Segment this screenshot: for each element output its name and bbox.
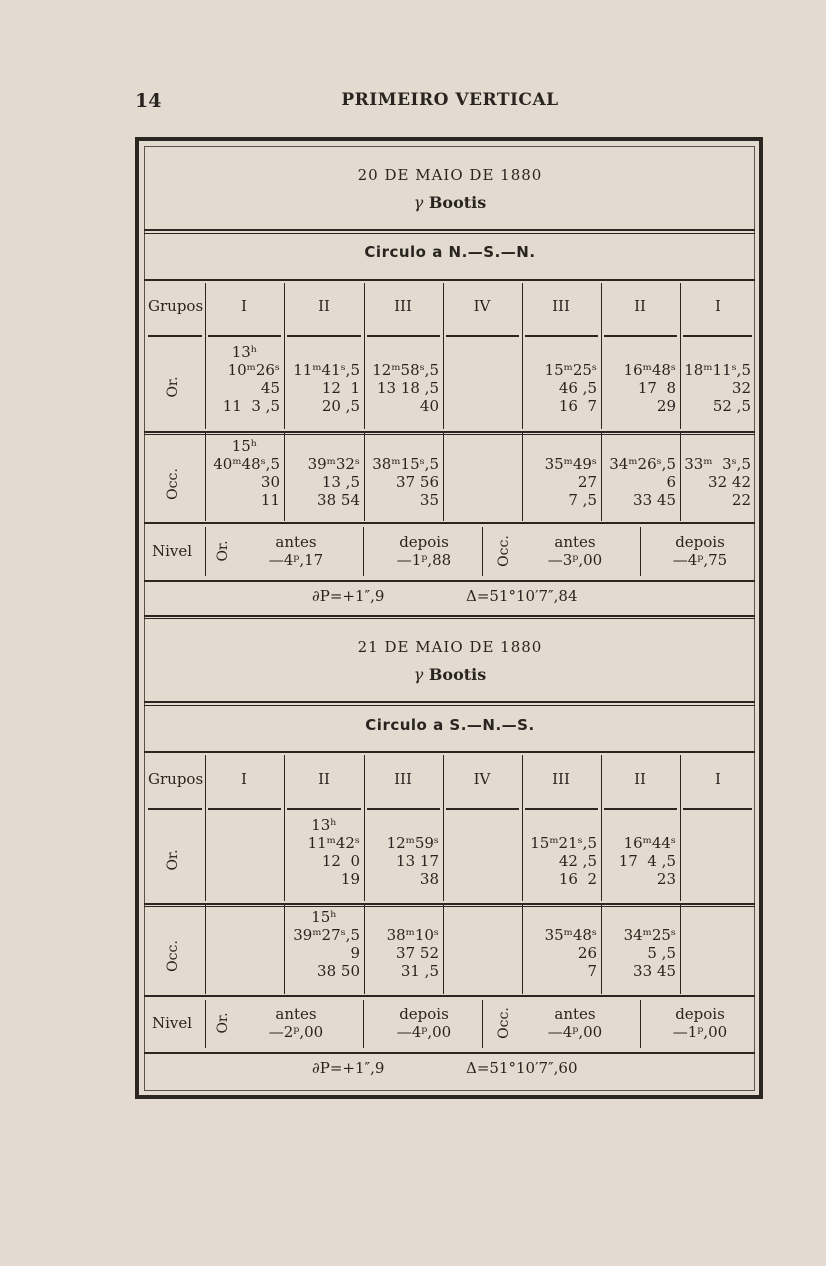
nivel-heading: depois <box>675 1005 725 1023</box>
page-number: 14 <box>135 90 162 112</box>
cell-line: 46 ,5 <box>558 379 597 397</box>
cell-line: 37 52 <box>396 944 439 962</box>
cell-line: 30 <box>260 473 280 491</box>
circle-orientation: Circulo a S.—N.—S. <box>365 716 535 734</box>
cell-line: 38 50 <box>317 962 360 980</box>
star-name <box>330 193 570 212</box>
cell-line: 16 2 <box>558 870 597 888</box>
cell-line: 23 <box>656 870 676 888</box>
cell-line: 38ᵐ10ˢ <box>386 926 439 944</box>
cell-line <box>526 437 597 455</box>
cell-line: 5 ,5 <box>647 944 676 962</box>
cell-line: 31 ,5 <box>400 962 439 980</box>
column-divider <box>443 904 444 994</box>
cell-line: 38 <box>419 870 439 888</box>
cell-line: 12 1 <box>321 379 360 397</box>
column-divider <box>443 433 444 521</box>
cell-line: 15ᵐ25ˢ <box>544 361 597 379</box>
column-divider <box>601 904 602 994</box>
column-header: I <box>715 770 721 788</box>
header-underline <box>287 335 361 337</box>
cell-line: 15ʰ <box>311 908 337 926</box>
section-rule <box>144 229 755 231</box>
star-name <box>330 665 570 684</box>
nivel-heading: antes <box>554 1005 596 1023</box>
cell-line <box>288 343 360 361</box>
cell-line: 16 7 <box>558 397 597 415</box>
column-divider <box>522 755 523 901</box>
data-cell <box>605 343 676 415</box>
star-label: Bootis <box>428 193 487 212</box>
cell-line: 40 <box>419 397 439 415</box>
cell-line: 11ᵐ42ˢ <box>307 834 360 852</box>
cell-line <box>526 343 597 361</box>
cell-line: 26 <box>577 944 597 962</box>
header-underline <box>683 335 752 337</box>
cell-line: 18ᵐ11ˢ,5 <box>684 361 751 379</box>
section-rule <box>144 279 755 281</box>
star-greek-letter: γ <box>413 193 424 212</box>
cell-line: 15ᵐ21ˢ,5 <box>530 834 597 852</box>
cell-line: 35ᵐ48ˢ <box>544 926 597 944</box>
cell-line: 16ᵐ48ˢ <box>623 361 676 379</box>
column-divider <box>522 283 523 429</box>
cell-line: 33 45 <box>633 491 676 509</box>
column-divider <box>443 283 444 429</box>
data-cell <box>368 437 439 509</box>
header-underline <box>446 335 519 337</box>
header-underline <box>367 335 440 337</box>
nivel-occ-label: Occ. <box>496 534 512 567</box>
cell-line: 33 45 <box>633 962 676 980</box>
row-separator <box>144 903 755 905</box>
nivel-value: —4ᵖ,75 <box>672 550 728 569</box>
cell-line: 35 <box>419 491 439 509</box>
column-divider <box>205 433 206 521</box>
cell-line <box>368 437 439 455</box>
nivel-divider <box>482 1000 483 1048</box>
nivel-value: —4ᵖ,00 <box>396 1023 452 1041</box>
column-header: II <box>634 297 646 315</box>
header-underline <box>208 335 281 337</box>
nivel-heading: depois <box>675 532 725 551</box>
column-divider <box>364 433 365 521</box>
cell-line: 10ᵐ26ˢ <box>227 361 280 379</box>
cell-line: 29 <box>656 397 676 415</box>
section-rule <box>144 751 755 753</box>
nivel-divider <box>482 527 483 576</box>
data-cell <box>288 908 360 980</box>
nivel-occ-label: Occ. <box>496 1007 512 1039</box>
cell-line <box>605 816 676 834</box>
column-header: III <box>552 770 570 788</box>
cell-line: 35ᵐ49ˢ <box>544 455 597 473</box>
cell-line: 11 3 ,5 <box>222 397 280 415</box>
data-cell <box>526 343 597 415</box>
nivel-value: —4ᵖ,17 <box>268 550 324 569</box>
cell-line: 13 ,5 <box>321 473 360 491</box>
cell-line: 19 <box>340 870 360 888</box>
cell-line: 34ᵐ25ˢ <box>623 926 676 944</box>
cell-line: 20 ,5 <box>321 397 360 415</box>
block-separator-thin <box>144 618 755 619</box>
cell-line: 32 <box>731 379 751 397</box>
cell-line: 12ᵐ59ˢ <box>386 834 439 852</box>
cell-line: 22 <box>731 491 751 509</box>
data-cell <box>209 343 280 415</box>
cell-line: 39ᵐ32ˢ <box>307 455 360 473</box>
column-divider <box>284 433 285 521</box>
section-rule-thin <box>144 705 755 706</box>
cell-line <box>368 908 439 926</box>
row-separator-thin <box>144 434 755 435</box>
header-underline <box>148 335 202 337</box>
date-title: 21 DE MAIO DE 1880 <box>357 638 543 656</box>
header-underline <box>367 808 440 810</box>
cell-line <box>526 816 597 834</box>
column-divider <box>601 283 602 429</box>
column-divider <box>205 283 206 429</box>
nivel-value: —2ᵖ,00 <box>268 1023 324 1041</box>
or-row-label: Or. <box>165 376 181 398</box>
nivel-heading: depois <box>399 532 449 551</box>
cell-line <box>605 343 676 361</box>
row-separator <box>144 1052 755 1054</box>
nivel-divider <box>640 1000 641 1048</box>
header-underline <box>208 808 281 810</box>
column-header: III <box>394 297 412 315</box>
nivel-divider <box>205 527 206 576</box>
cell-line <box>288 437 360 455</box>
cell-line: 12 0 <box>321 852 360 870</box>
data-cell <box>368 908 439 980</box>
cell-line: 38ᵐ15ˢ,5 <box>372 455 439 473</box>
cell-line: 32 42 <box>708 473 751 491</box>
cell-line: 37 56 <box>396 473 439 491</box>
column-divider <box>284 755 285 901</box>
nivel-value: —1ᵖ,88 <box>396 550 452 569</box>
row-separator <box>144 995 755 997</box>
cell-line: 17 8 <box>637 379 676 397</box>
column-divider <box>443 755 444 901</box>
cell-line <box>605 437 676 455</box>
column-header: III <box>394 770 412 788</box>
cell-line: 40ᵐ48ˢ,5 <box>213 455 280 473</box>
column-divider <box>601 755 602 901</box>
header-underline <box>148 808 202 810</box>
column-divider <box>364 755 365 901</box>
column-header: IV <box>473 297 491 315</box>
block-separator <box>144 615 755 617</box>
data-cell <box>526 908 597 980</box>
data-cell <box>605 908 676 980</box>
nivel-value: —4ᵖ,00 <box>547 1023 603 1041</box>
cell-line <box>526 908 597 926</box>
nivel-divider <box>640 527 641 576</box>
delta-p-value: ∂P=+1″,9 <box>312 587 385 605</box>
column-divider <box>205 904 206 994</box>
column-header: IV <box>473 770 491 788</box>
cell-line: 7 ,5 <box>568 491 597 509</box>
star-label: Bootis <box>428 665 487 684</box>
nivel-heading: depois <box>399 1005 449 1023</box>
row-separator <box>144 431 755 433</box>
column-header: I <box>241 297 247 315</box>
cell-line <box>684 343 751 361</box>
column-divider <box>364 904 365 994</box>
header-underline <box>525 808 598 810</box>
column-divider <box>601 433 602 521</box>
cell-line: 52 ,5 <box>712 397 751 415</box>
nivel-or-label: Or. <box>215 1012 231 1034</box>
cell-line: 42 ,5 <box>558 852 597 870</box>
delta-value: Δ=51°10′7″,60 <box>466 1059 578 1077</box>
row-separator-thin <box>144 906 755 907</box>
column-divider <box>680 433 681 521</box>
column-header: II <box>318 297 330 315</box>
cell-line <box>368 816 439 834</box>
nivel-divider <box>363 527 364 576</box>
nivel-heading: antes <box>554 532 596 551</box>
cell-line <box>605 908 676 926</box>
data-cell <box>209 437 280 509</box>
column-divider <box>284 283 285 429</box>
data-cell <box>288 343 360 415</box>
cell-line: 17 4 ,5 <box>618 852 676 870</box>
nivel-or-label: Or. <box>215 539 231 562</box>
cell-line: 38 54 <box>317 491 360 509</box>
cell-line: 16ᵐ44ˢ <box>623 834 676 852</box>
data-cell <box>288 437 360 509</box>
page-title: PRIMEIRO VERTICAL <box>341 90 559 110</box>
data-cell <box>288 816 360 888</box>
data-cell <box>605 437 676 509</box>
nivel-label: Nivel <box>152 541 193 560</box>
column-divider <box>680 283 681 429</box>
nivel-value: —1ᵖ,00 <box>672 1023 728 1041</box>
nivel-heading: antes <box>275 1005 317 1023</box>
occ-row-label: Occ. <box>165 940 181 972</box>
row-separator <box>144 522 755 524</box>
column-divider <box>680 904 681 994</box>
column-header: I <box>241 770 247 788</box>
column-divider <box>680 755 681 901</box>
cell-line: 11 <box>260 491 280 509</box>
nivel-divider <box>205 1000 206 1048</box>
section-rule <box>144 701 755 703</box>
cell-line: 15ʰ <box>231 437 258 455</box>
column-divider <box>284 904 285 994</box>
grupos-label: Grupos <box>148 770 204 788</box>
cell-line <box>368 343 439 361</box>
cell-line: 6 <box>666 473 676 491</box>
delta-value: Δ=51°10′7″,84 <box>466 587 578 605</box>
data-cell <box>526 437 597 509</box>
column-divider <box>205 755 206 901</box>
delta-p-value: ∂P=+1″,9 <box>312 1059 385 1077</box>
cell-line: 12ᵐ58ˢ,5 <box>372 361 439 379</box>
cell-line <box>684 437 751 455</box>
header-underline <box>604 335 677 337</box>
header-underline <box>525 335 598 337</box>
column-divider <box>522 433 523 521</box>
column-header: III <box>552 297 570 315</box>
header-underline <box>683 808 752 810</box>
or-row-label: Or. <box>165 848 181 871</box>
star-greek-letter: γ <box>413 665 424 684</box>
cell-line: 9 <box>350 944 360 962</box>
column-divider <box>522 904 523 994</box>
circle-orientation: Circulo a N.—S.—N. <box>364 243 536 261</box>
occ-row-label: Occ. <box>165 468 181 500</box>
cell-line: 11ᵐ41ˢ,5 <box>293 361 360 379</box>
data-cell <box>526 816 597 888</box>
cell-line: 13ʰ <box>311 816 337 834</box>
cell-line: 45 <box>260 379 280 397</box>
cell-line: 13ʰ <box>231 343 258 361</box>
data-cell <box>368 343 439 415</box>
data-cell <box>605 816 676 888</box>
cell-line: 13 17 <box>396 852 439 870</box>
nivel-value: —3ᵖ,00 <box>547 550 603 569</box>
section-rule-thin <box>144 233 755 234</box>
header-underline <box>604 808 677 810</box>
grupos-label: Grupos <box>148 297 204 315</box>
data-cell <box>684 437 751 509</box>
data-cell <box>684 343 751 415</box>
header-underline <box>287 808 361 810</box>
cell-line: 27 <box>577 473 597 491</box>
data-cell <box>368 816 439 888</box>
header-underline <box>446 808 519 810</box>
cell-line: 33ᵐ 3ˢ,5 <box>684 455 751 473</box>
nivel-divider <box>363 1000 364 1048</box>
date-title: 20 DE MAIO DE 1880 <box>357 166 543 184</box>
column-header: II <box>318 770 330 788</box>
cell-line: 7 <box>587 962 597 980</box>
column-header: I <box>715 297 721 315</box>
column-header: II <box>634 770 646 788</box>
column-divider <box>364 283 365 429</box>
cell-line: 34ᵐ26ˢ,5 <box>609 455 676 473</box>
nivel-heading: antes <box>275 532 317 551</box>
cell-line: 13 18 ,5 <box>376 379 439 397</box>
nivel-label: Nivel <box>152 1014 193 1032</box>
cell-line: 39ᵐ27ˢ,5 <box>293 926 360 944</box>
row-separator <box>144 580 755 582</box>
